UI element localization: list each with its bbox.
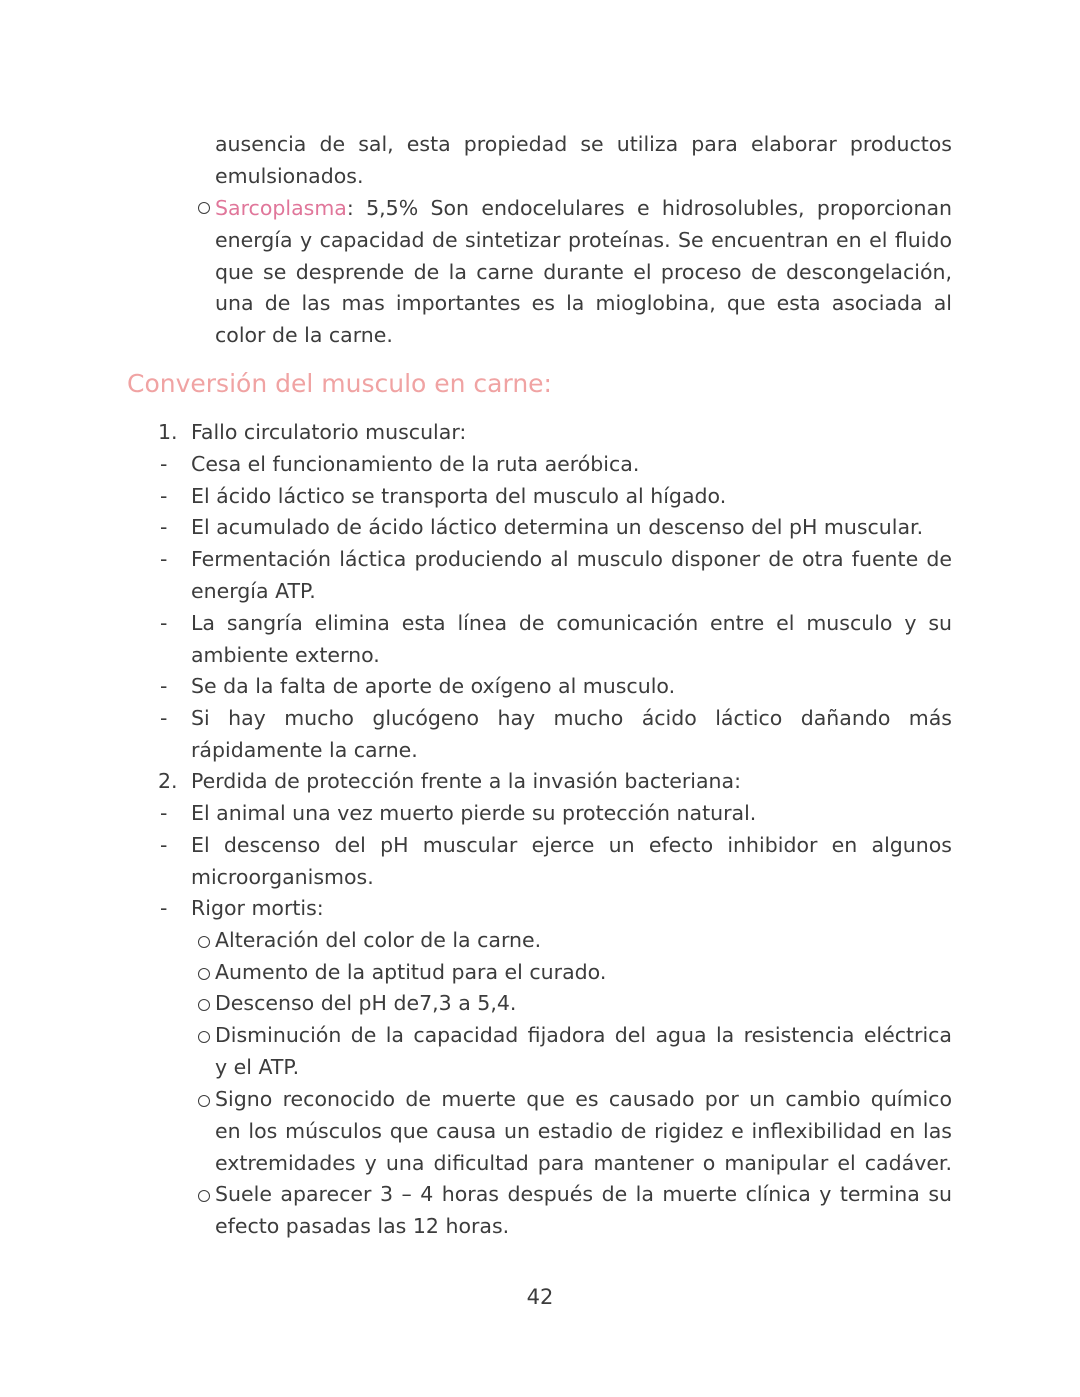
intro-line: emulsionados. [215,164,364,188]
circle-bullet-icon [198,1095,210,1107]
list-item: El descenso del pH muscular ejerce un efecto inhibidor en algunos [191,833,952,857]
sub-list-item: Alteración del color de la carne. [215,928,542,952]
list-item: ambiente externo. [191,643,380,667]
circle-bullet-icon [198,999,210,1011]
circle-bullet-icon [198,968,210,980]
sub-list-item: extremidades y una dificultad para mantener o manipular el cadáver. [215,1151,952,1175]
section-heading: Conversión del musculo en carne: [127,369,552,398]
sub-list-item: Suele aparecer 3 – 4 horas después de la muerte clínica y termina su [215,1182,952,1206]
sub-list-item: en los músculos que causa un estadio de rigidez e inflexibilidad en las [215,1119,952,1143]
dash-bullet: - [160,896,168,920]
sub-list-item: Disminución de la capacidad fijadora del agua la resistencia eléctrica [215,1023,952,1047]
dash-bullet: - [160,801,168,825]
circle-bullet-icon [198,1190,210,1202]
list-item: El ácido láctico se transporta del musculo al hígado. [191,484,727,508]
dash-bullet: - [160,452,168,476]
circle-bullet-icon [198,936,210,948]
dash-bullet: - [160,611,168,635]
sarcoplasma-line: una de las mas importantes es la mioglobina, que esta asociada al [215,291,952,315]
dash-bullet: - [160,515,168,539]
page-number: 42 [526,1285,554,1309]
dash-bullet: - [160,833,168,857]
sub-list-item: efecto pasadas las 12 horas. [215,1214,510,1238]
dash-bullet: - [160,484,168,508]
list-item: Rigor mortis: [191,896,324,920]
list-item: El acumulado de ácido láctico determina un descenso del pH muscular. [191,515,924,539]
list-item: microorganismos. [191,865,374,889]
dash-bullet: - [160,706,168,730]
intro-line: ausencia de sal, esta propiedad se utiliza para elaborar productos [215,132,952,156]
list-item: rápidamente la carne. [191,738,418,762]
sub-list-item: y el ATP. [215,1055,300,1079]
circle-bullet-icon [198,202,210,214]
sarcoplasma-line: energía y capacidad de sintetizar proteínas. Se encuentran en el fluido [215,228,952,252]
list-item: La sangría elimina esta línea de comunicación entre el musculo y su [191,611,952,635]
circle-bullet-icon [198,1031,210,1043]
sub-list-item: Descenso del pH de7,3 a 5,4. [215,991,517,1015]
sub-list-item: Aumento de la aptitud para el curado. [215,960,607,984]
list-item: energía ATP. [191,579,316,603]
list-item: El animal una vez muerto pierde su protección natural. [191,801,757,825]
list-item-title: Fallo circulatorio muscular: [191,420,467,444]
sarcoplasma-line: que se desprende de la carne durante el proceso de descongelación, [215,260,952,284]
list-item: Cesa el funcionamiento de la ruta aeróbica. [191,452,640,476]
list-item: Se da la falta de aporte de oxígeno al musculo. [191,674,676,698]
list-number: 1. [158,420,178,444]
sarcoplasma-line: color de la carne. [215,323,393,347]
list-item-title: Perdida de protección frente a la invasión bacteriana: [191,769,741,793]
sarcoplasma-term: Sarcoplasma [215,196,347,220]
list-item: Fermentación láctica produciendo al musculo disponer de otra fuente de [191,547,952,571]
sub-list-item: Signo reconocido de muerte que es causado por un cambio químico [215,1087,952,1111]
sarcoplasma-line: Sarcoplasma: 5,5% Son endocelulares e hidrosolubles, proporcionan [215,196,952,220]
list-item: Si hay mucho glucógeno hay mucho ácido láctico dañando más [191,706,952,730]
dash-bullet: - [160,547,168,571]
list-number: 2. [158,769,178,793]
dash-bullet: - [160,674,168,698]
